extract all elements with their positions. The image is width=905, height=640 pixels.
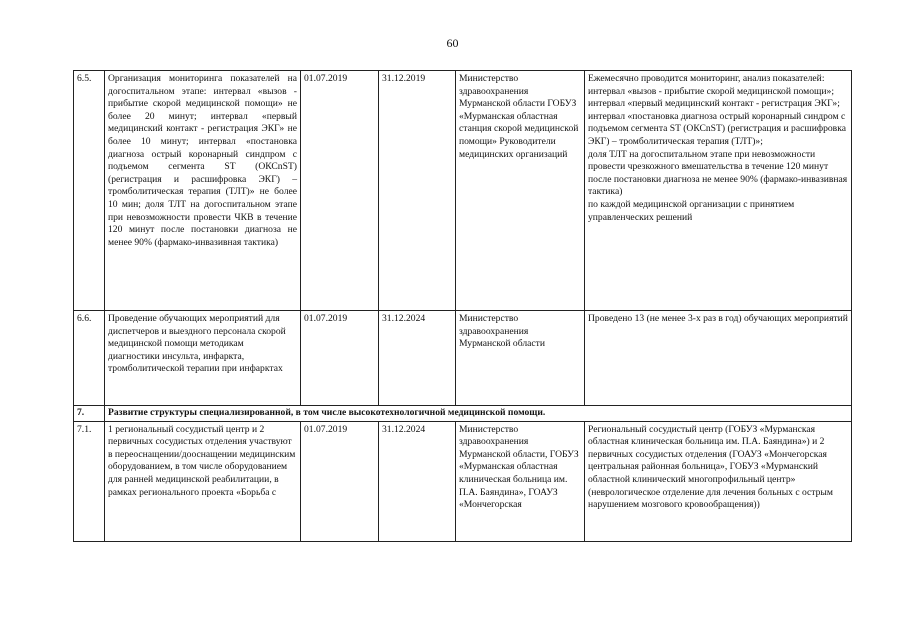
row-number: 6.6. bbox=[74, 311, 105, 406]
task-description: Организация мониторинга показателей на догоспитальном этапе: интервал «вызов - прибытие скорой медицинской помощи» не более 20 минут; интервал «первый медицинский контакт - регистрация ЭКГ» не более 10 минут; интервал «постановка диагноза острый коронарный синдпром с подъемом сегмента ST (ОКСnST) (регистрация и расшифровка ЭКГ) – тромболитическая терапия (ТЛТ)» не более 10 мин; доля ТЛТ на догоспитальном этапе при невозможности провести ЧКВ в течение 120 минут после постановки диагноза не менее 90% (фармако-инвазивная тактика) bbox=[105, 71, 301, 311]
end-date: 31.12.2019 bbox=[379, 71, 456, 311]
start-date: 01.07.2019 bbox=[301, 421, 379, 541]
start-date: 01.07.2019 bbox=[301, 71, 379, 311]
end-date: 31.12.2024 bbox=[379, 421, 456, 541]
end-date: 31.12.2024 bbox=[379, 311, 456, 406]
responsible-party: Министерство здравоохранения Мурманской области ГОБУЗ «Мурманская областная станция скорой медицинской помощи» Руководители медицинских организаций bbox=[456, 71, 585, 311]
row-number: 6.5. bbox=[74, 71, 105, 311]
result-description: Проведено 13 (не менее 3-х раз в год) обучающих мероприятий bbox=[585, 311, 852, 406]
table-row bbox=[74, 71, 852, 311]
table-row bbox=[74, 421, 852, 541]
start-date: 01.07.2019 bbox=[301, 311, 379, 406]
table-row bbox=[74, 311, 852, 406]
section-header-row bbox=[74, 406, 852, 422]
result-description: Ежемесячно проводится мониторинг, анализ показателей: интервал «вызов - прибытие скорой медицинской помощи»; интервал «первый медицинский контакт - регистрация ЭКГ»; интервал «постановка диагноза острый коронарный синдром с подъемом сегмента ST (ОКСnST) (регистрация и расшифровка ЭКГ) – тромболитическая терапия (ТЛТ)»; доля ТЛТ на догоспитальном этапе при невозможности провести чрезкожного вмешательства в течение 120 минут после постановки диагноза не менее 90% (фармако-инвазивная тактика) по каждой медицинской организации с принятием управленческих решений bbox=[585, 71, 852, 311]
result-description: Региональный сосудистый центр (ГОБУЗ «Мурманская областная клиническая больница им. П.А. Баяндина») и 2 первичных сосудистых отделения (ГОАУЗ «Мончегорская центральная районная больница», ГОБУЗ «Мурманский областной клинический многопрофильный центр» (неврологическое отделение для лечения больных с острым нарушением мозгового кровообращения)) bbox=[585, 421, 852, 541]
responsible-party: Министерство здравоохранения Мурманской области, ГОБУЗ «Мурманская областная клиническая больница им. П.А. Баяндина», ГОАУЗ «Мончегорская bbox=[456, 421, 585, 541]
responsible-party: Министерство здравоохранения Мурманской области bbox=[456, 311, 585, 406]
task-description: 1 региональный сосудистый центр и 2 первичных сосудистых отделения участвуют в переоснащении/дооснащении медицинским оборудованием, в том числе оборудованием для ранней медицинской реабилитации, в рамках регионального проекта «Борьба с bbox=[105, 421, 301, 541]
section-number: 7. bbox=[74, 406, 105, 422]
task-description: Проведение обучающих мероприятий для диспетчеров и выездного персонала скорой медицинской помощи методикам диагностики инсульта, инфаркта, тромболитической терапии при инфарктах bbox=[105, 311, 301, 406]
page-number: 60 bbox=[446, 36, 459, 50]
section-title: Развитие структуры специализированной, в том числе высокотехнологичной медицинской помощи. bbox=[105, 406, 852, 422]
row-number: 7.1. bbox=[74, 421, 105, 541]
plan-table bbox=[73, 70, 852, 542]
